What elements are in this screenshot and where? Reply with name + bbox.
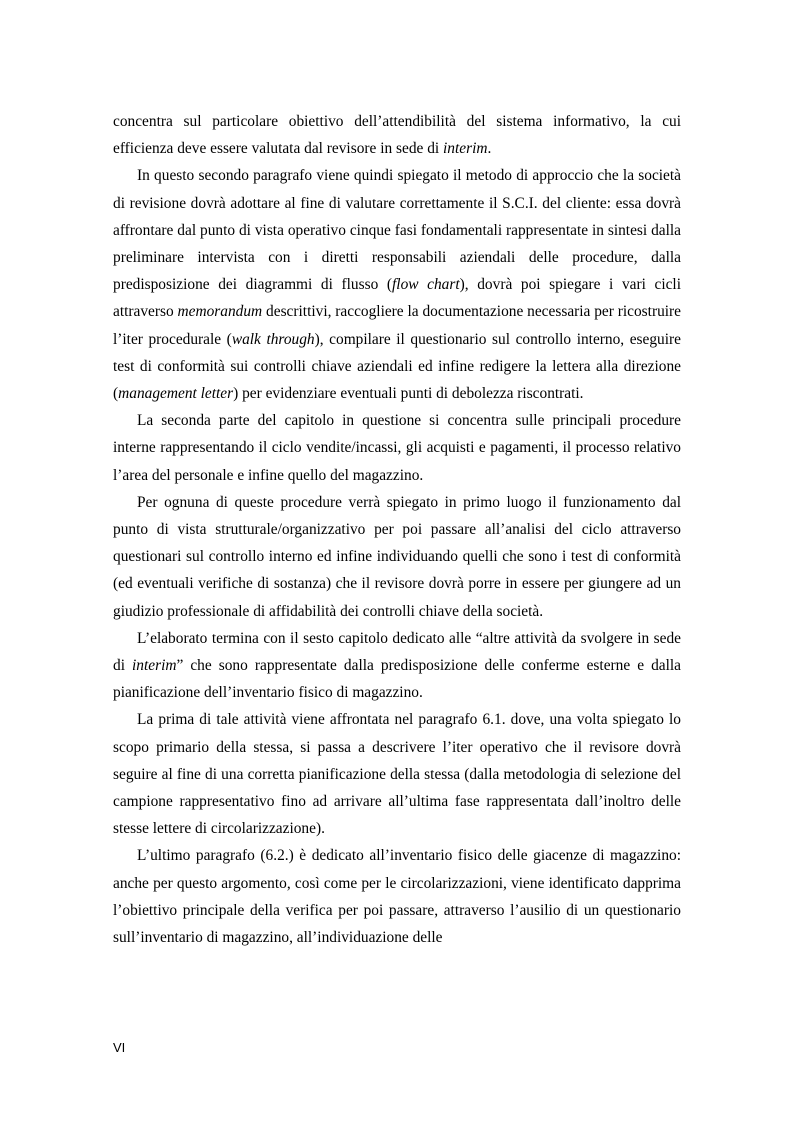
paragraph-5 [113, 625, 681, 707]
text-run: La seconda parte del capitolo in questione si concentra sulle principali procedure interne rappresentando il ciclo vendite/incassi, gli acquisti e pagamenti, il processo relativo l’area del personale e infine quello del magazzino. [113, 412, 681, 484]
text-run: L’ultimo paragrafo (6.2.) è dedicato all’inventario fisico delle giacenze di magazzino: anche per questo argomento, così come per le circolarizzazioni, viene identificato dapprima l’obiettivo principale della verifica per poi passare, attraverso l’ausilio di un questionario sull’inventario di magazzino, all’individuazione delle [113, 847, 681, 947]
text-run: Per ognuna di queste procedure verrà spiegato in primo luogo il funzionamento dal punto di vista strutturale/organizzativo per poi passare all’analisi del ciclo attraverso questionari sul controllo interno ed infine individuando quelli che sono i test di conformità (ed eventuali verifiche di sostanza) che il revisore dovrà porre in essere per giungere ad un giudizio professionale di affidabilità dei controlli chiave della società. [113, 493, 681, 620]
text-run: . [487, 140, 492, 158]
italic-term: interim [443, 140, 488, 158]
italic-term: memorandum [177, 303, 263, 321]
text-run: In questo secondo paragrafo viene quindi spiegato il metodo di approccio che la società di revisione dovrà adottare al fine di valutare correttamente il S.C.I. del cliente: essa dovrà affrontare dal punto di vista operativo cinque fasi fondamentali rappresentate in sintesi dalla preliminare intervista con i diretti responsabili aziendali delle procedure, dalla predisposizione dei diagrammi di flusso ( [113, 167, 681, 294]
paragraph-6 [113, 706, 681, 842]
text-run: ), compilare il questionario sul controllo interno, eseguire test di conformità sui controlli chiave aziendali ed infine redigere la lettera alla direzione ( [113, 330, 681, 403]
text-run: ” che sono rappresentate dalla predisposizione delle conferme esterne e dalla pianificazione dell’inventario fisico di magazzino. [113, 657, 681, 702]
italic-term: walk through [231, 330, 315, 348]
paragraph-1 [113, 108, 681, 162]
page-number: VI [113, 1040, 126, 1055]
italic-term: flow chart [392, 276, 460, 294]
document-body [113, 108, 681, 951]
paragraph-2 [113, 162, 681, 407]
text-run: descrittivi, raccogliere la documentazione necessaria per ricostruire l’iter procedurale ( [113, 303, 681, 348]
text-run: L’elaborato termina con il sesto capitolo dedicato alle “altre attività da svolgere in sede di [113, 629, 681, 675]
text-run: ), dovrà poi spiegare i vari cicli attraverso [113, 276, 681, 321]
paragraph-7 [113, 842, 681, 951]
italic-term: management letter [118, 385, 234, 403]
paragraph-4 [113, 489, 681, 625]
text-run: La prima di tale attività viene affrontata nel paragrafo 6.1. dove, una volta spiegato lo scopo primario della stessa, si passa a descrivere l’iter operativo che il revisore dovrà seguire al fine di una corretta pianificazione della stessa (dalla metodologia di selezione del campione rappresentativo fino ad arrivare all’ultima fase rappresentata dall’inoltro delle stesse lettere di circolarizzazione). [113, 711, 681, 838]
text-run: concentra sul particolare obiettivo dell’attendibilità del sistema informativo, la cui efficienza deve essere valutata dal revisore in sede di [113, 113, 681, 158]
italic-term: interim [132, 657, 177, 675]
paragraph-3 [113, 407, 681, 489]
text-run: ) per evidenziare eventuali punti di debolezza riscontrati. [233, 385, 584, 403]
